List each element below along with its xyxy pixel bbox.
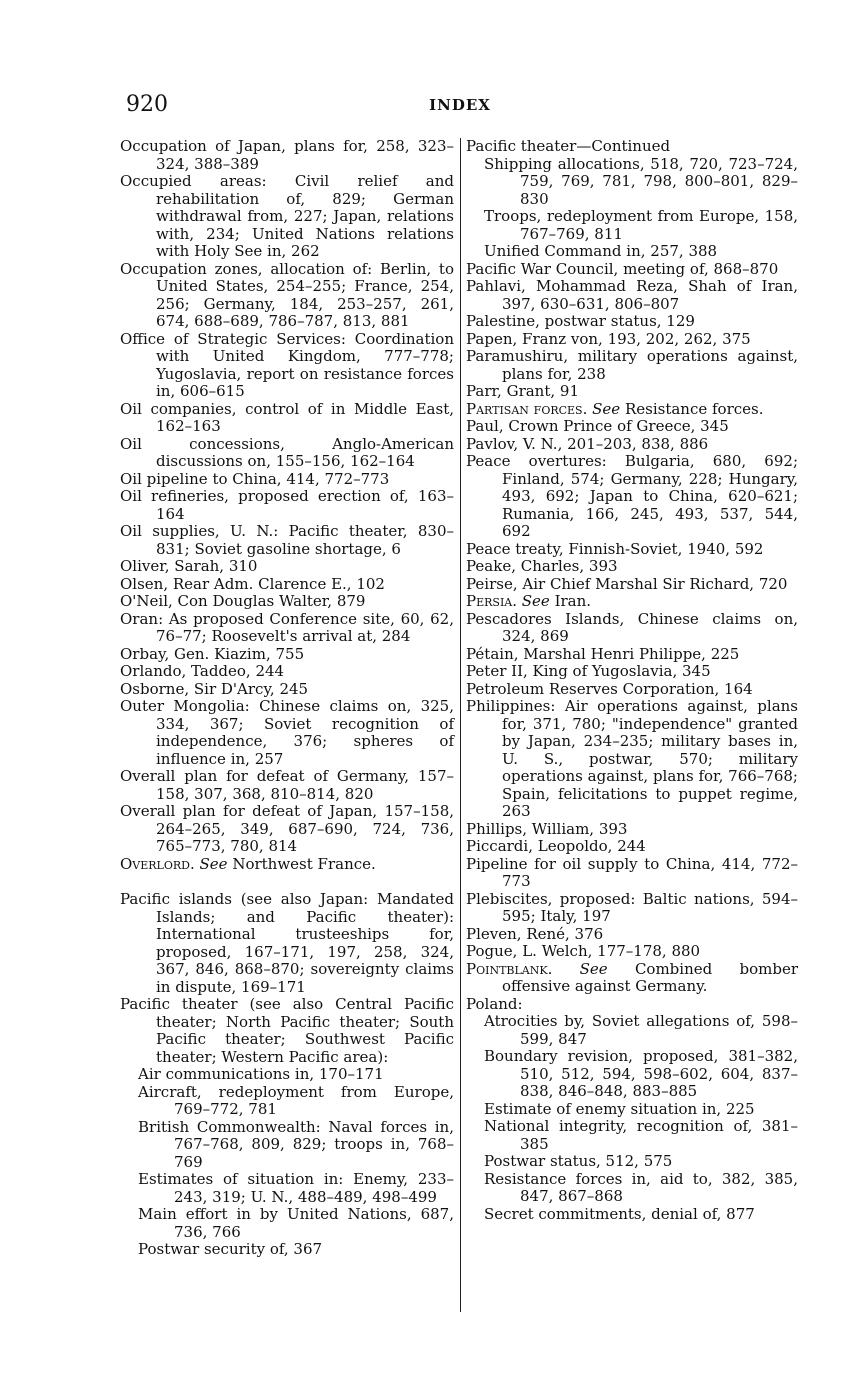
index-subentry: Estimates of situation in: Enemy, 233–243, 319; U. N., 488–489, 498–499 bbox=[138, 1170, 454, 1206]
see-reference: See bbox=[579, 959, 608, 978]
see-reference: See bbox=[592, 399, 621, 418]
page-title: INDEX bbox=[429, 96, 491, 114]
index-entry: Pahlavi, Mohammad Reza, Shah of Iran, 397, 630–631, 806–807 bbox=[466, 277, 798, 313]
index-entry: Pacific islands (see also Japan: Mandated Islands; and Pacific theater): International trusteeships for, proposed, 167–171, 197, 258, 324, 367, 846, 868–870; sovereignty claims in dispute, 169–171 bbox=[120, 890, 454, 996]
index-entry: Oil companies, control of in Middle East, 162–163 bbox=[120, 399, 454, 435]
index-entry: Palestine, postwar status, 129 bbox=[466, 312, 695, 330]
index-subentry: Main effort in by United Nations, 687, 736, 766 bbox=[138, 1205, 454, 1241]
index-entry: Papen, Franz von, 193, 202, 262, 375 bbox=[466, 329, 751, 348]
index-entry: Pétain, Marshal Henri Philippe, 225 bbox=[466, 644, 740, 663]
index-entry: Parr, Grant, 91 bbox=[466, 382, 579, 400]
index-entry: Occupied areas: Civil relief and rehabilitation of, 829; German withdrawal from, 227; Japan, relations with, 234; United Nations relations with Holy See in, 262 bbox=[120, 172, 454, 260]
index-subentry: Estimate of enemy situation in, 225 bbox=[484, 1099, 755, 1118]
index-entry: Occupation zones, allocation of: Berlin, to United States, 254–255; France, 254, 256; Germany, 184, 253–257, 261, 674, 688–689, 786–787, 813, 881 bbox=[120, 259, 454, 330]
index-entry: Pacific War Council, meeting of, 868–870 bbox=[466, 259, 779, 278]
index-entry: O'Neil, Con Douglas Walter, 879 bbox=[120, 592, 366, 610]
index-subentry: Troops, redeployment from Europe, 158, 767–769, 811 bbox=[484, 207, 798, 243]
index-entry: Paul, Crown Prince of Greece, 345 bbox=[466, 417, 729, 435]
index-entry: Peter II, King of Yugoslavia, 345 bbox=[466, 662, 711, 680]
index-entry: Pipeline for oil supply to China, 414, 772–773 bbox=[466, 854, 798, 890]
index-subentry: British Commonwealth: Naval forces in, 767–768, 809, 829; troops in, 768–769 bbox=[138, 1117, 454, 1171]
index-entry: Peake, Charles, 393 bbox=[466, 557, 618, 575]
index-entry: Pescadores Islands, Chinese claims on, 324, 869 bbox=[466, 609, 798, 645]
index-subentry: National integrity, recognition of, 381–385 bbox=[484, 1117, 798, 1153]
index-subentry: Shipping allocations, 518, 720, 723–724, 759, 769, 781, 798, 800–801, 829–830 bbox=[484, 154, 798, 208]
index-subentry: Resistance forces in, aid to, 382, 385, 847, 867–868 bbox=[484, 1169, 798, 1205]
index-entry: Oliver, Sarah, 310 bbox=[120, 557, 258, 575]
index-entry: Overall plan for defeat of Japan, 157–158, 264–265, 349, 687–690, 724, 736, 765–773, 780, 814 bbox=[120, 802, 454, 855]
page-header bbox=[126, 92, 794, 122]
index-entry: Pavlov, V. N., 201–203, 838, 886 bbox=[466, 434, 709, 453]
index-entry: Oil supplies, U. N.: Pacific theater, 830–831; Soviet gasoline shortage, 6 bbox=[120, 522, 454, 558]
index-entry: Phillips, William, 393 bbox=[466, 819, 628, 838]
index-entry: Piccardi, Leopoldo, 244 bbox=[466, 837, 646, 855]
index-entry: Plebiscites, proposed: Baltic nations, 594–595; Italy, 197 bbox=[466, 889, 798, 925]
index-entry: Pacific theater (see also Central Pacific theater; North Pacific theater; South Pacific theater; Southwest Pacific theater; Western Pacific area): bbox=[120, 995, 454, 1066]
see-target: Northwest France. bbox=[227, 854, 376, 873]
entry-heading: Overlord. bbox=[120, 854, 195, 873]
index-entry bbox=[466, 593, 798, 611]
index-entry: Olsen, Rear Adm. Clarence E., 102 bbox=[120, 574, 385, 593]
index-entry: Peirse, Air Chief Marshal Sir Richard, 720 bbox=[466, 574, 788, 593]
index-subentry: Unified Command in, 257, 388 bbox=[484, 242, 718, 260]
index-entry: Office of Strategic Services: Coordination with United Kingdom, 777–778; Yugoslavia, report on resistance forces in, 606–615 bbox=[120, 329, 454, 400]
index-subentry: Air communications in, 170–171 bbox=[138, 1065, 384, 1083]
index-entry: Oil pipeline to China, 414, 772–773 bbox=[120, 469, 390, 488]
column-divider bbox=[460, 138, 461, 1312]
index-subentry: Boundary revision, proposed, 381–382, 510, 512, 594, 598–602, 604, 837–838, 846–848, 883–885 bbox=[484, 1047, 798, 1100]
index-entry: Overall plan for defeat of Germany, 157–158, 307, 368, 810–814, 820 bbox=[120, 767, 454, 803]
index-entry: Pogue, L. Welch, 177–178, 880 bbox=[466, 942, 701, 960]
index-entry: Paramushiru, military operations against, plans for, 238 bbox=[466, 347, 798, 383]
index-subentry: Postwar security of, 367 bbox=[138, 1240, 323, 1258]
index-entry: Osborne, Sir D'Arcy, 245 bbox=[120, 679, 309, 698]
index-entry: Poland: bbox=[466, 994, 523, 1013]
index-entry: Philippines: Air operations against, plans for, 371, 780; "independence" granted by Japan, 234–235; military bases in, U. S., postwar, 570; military operations against, plans for, 766–768; Spain, felicitations to puppet regime, 263 bbox=[466, 697, 798, 820]
index-entry: Pleven, René, 376 bbox=[466, 924, 604, 943]
index-column-left bbox=[120, 138, 454, 1259]
index-entry: Outer Mongolia: Chinese claims on, 325, 334, 367; Soviet recognition of independence, 376; spheres of influence in, 257 bbox=[120, 697, 454, 768]
index-entry bbox=[466, 401, 798, 419]
index-subentry: Atrocities by, Soviet allegations of, 598–599, 847 bbox=[484, 1012, 798, 1048]
index-entry bbox=[466, 961, 798, 996]
page-number: 920 bbox=[126, 92, 168, 117]
index-entry: Occupation of Japan, plans for, 258, 323–324, 388–389 bbox=[120, 137, 454, 173]
see-reference: See bbox=[521, 592, 550, 610]
index-subentry: Postwar status, 512, 575 bbox=[484, 1152, 673, 1170]
index-entry: Oil concessions, Anglo-American discussions on, 155–156, 162–164 bbox=[120, 434, 454, 470]
index-entry: Orlando, Taddeo, 244 bbox=[120, 662, 285, 680]
see-target: Iran. bbox=[549, 592, 592, 610]
index-entry bbox=[120, 856, 454, 874]
index-entry: Orbay, Gen. Kiazim, 755 bbox=[120, 644, 305, 663]
entry-heading: Pointblank. bbox=[466, 959, 553, 978]
index-subentry: Secret commitments, denial of, 877 bbox=[484, 1204, 755, 1223]
index-subentry: Aircraft, redeployment from Europe, 769–772, 781 bbox=[138, 1082, 454, 1118]
index-entry: Oran: As proposed Conference site, 60, 62, 76–77; Roosevelt's arrival at, 284 bbox=[120, 609, 454, 645]
index-entry: Pacific theater—Continued bbox=[466, 137, 671, 155]
see-target: Combined bomber offensive against Germany. bbox=[502, 959, 798, 995]
index-entry: Peace treaty, Finnish-Soviet, 1940, 592 bbox=[466, 539, 764, 558]
index-entry: Petroleum Reserves Corporation, 164 bbox=[466, 679, 753, 698]
index-entry: Oil refineries, proposed erection of, 163–164 bbox=[120, 487, 454, 523]
see-target: Resistance forces. bbox=[620, 399, 764, 418]
index-entry: Peace overtures: Bulgaria, 680, 692; Finland, 574; Germany, 228; Hungary, 493, 692; Japan to China, 620–621; Rumania, 166, 245, 493, 537, 544, 692 bbox=[466, 452, 798, 540]
entry-heading: Persia. bbox=[466, 592, 517, 610]
entry-heading: Partisan forces. bbox=[466, 399, 588, 418]
see-reference: See bbox=[199, 854, 228, 873]
section-gap bbox=[120, 873, 454, 891]
index-column-right bbox=[466, 138, 798, 1223]
